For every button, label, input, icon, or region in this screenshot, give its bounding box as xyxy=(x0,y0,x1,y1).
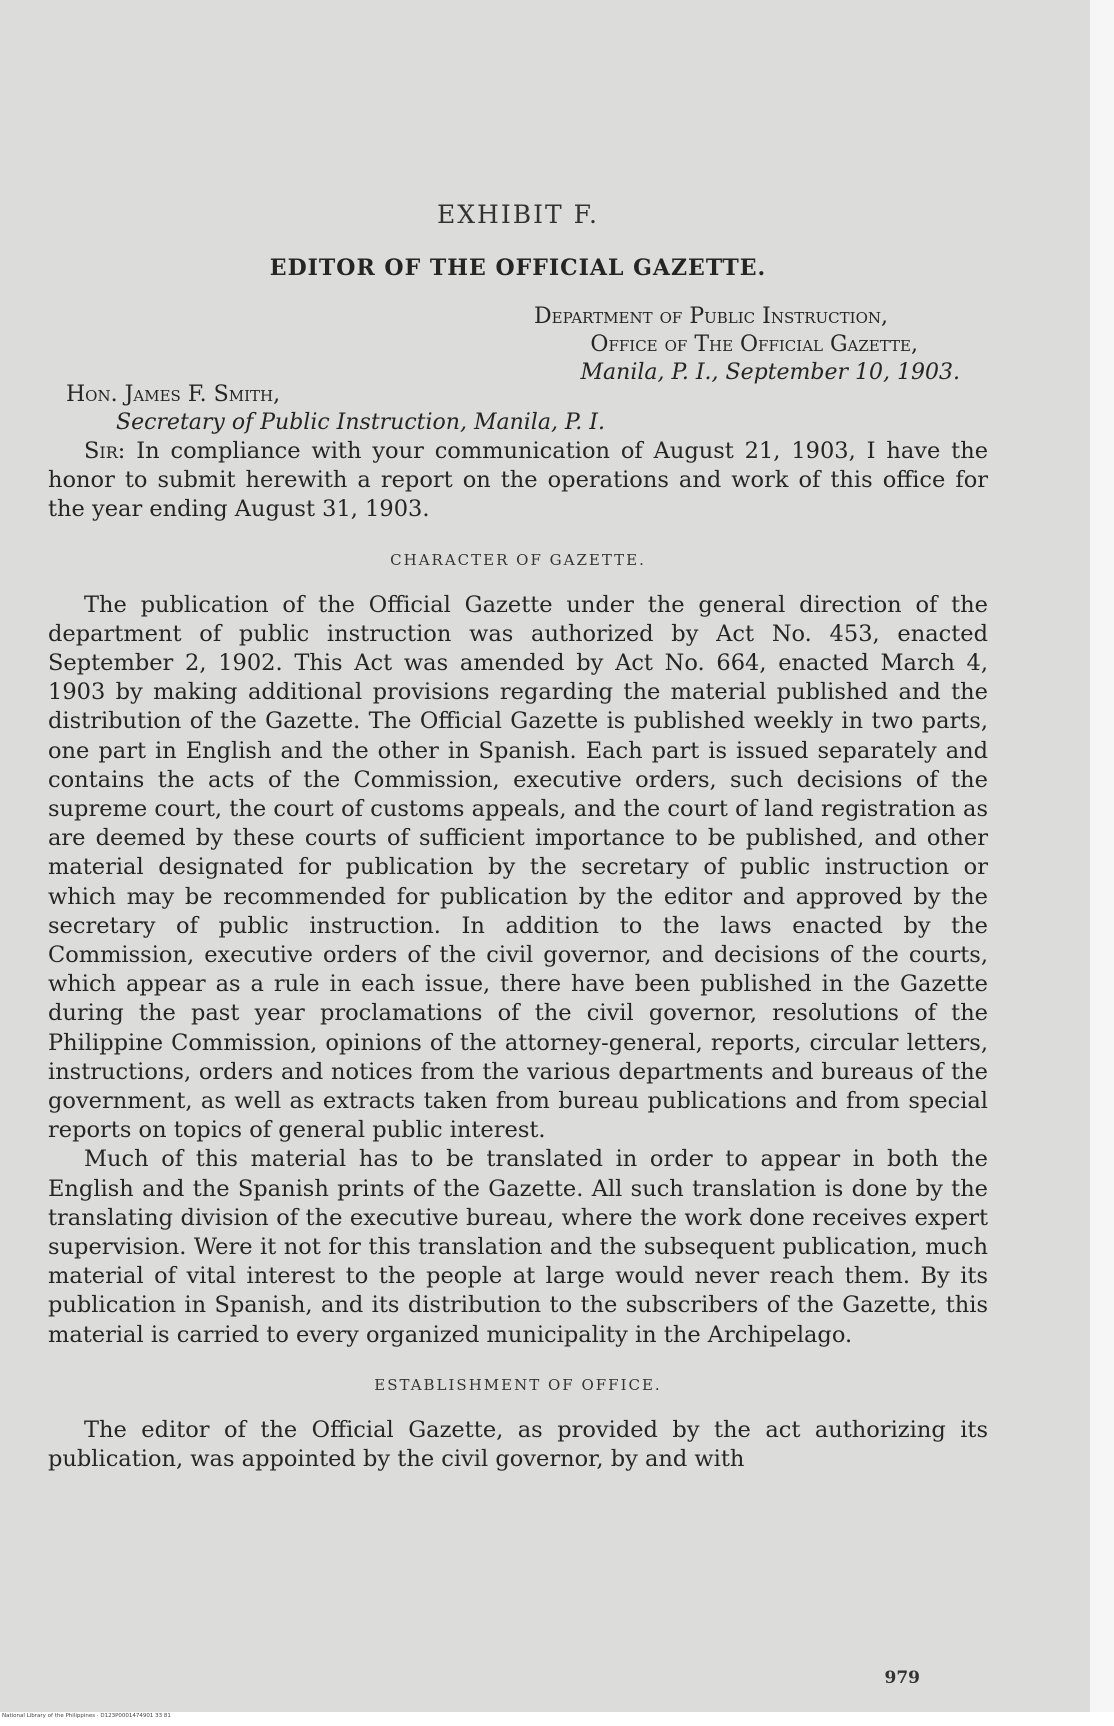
paragraph-character-1: The publication of the Official Gazette under the general direction of the department of public instruction was authorized by Act No. 453, enacted September 2, 1902. This Act was amended by Act No. 664, enacted March 4, 1903 by making additional provisions regarding the material published and the distribution of the Gazette. The Official Gazette is published weekly in two parts, one part in English and the other in Spanish. Each part is issued separately and contains the acts of the Commission, executive orders, such decisions of the supreme court, the court of customs appeals, and the court of land registration as are deemed by these courts of sufficient importance to be published, and other material designated for publication by the secretary of public instruction or which may be recommended for publication by the editor and approved by the secretary of public instruction. In addition to the laws enacted by the Commission, executive orders of the civil governor, and decisions of the courts, which appear as a rule in each issue, there have been published in the Gazette during the past year proclamations of the civil governor, resolutions of the Philippine Commission, opinions of the attorney-general, reports, circular letters, instructions, orders and notices from the various departments and bureaus of the government, as well as extracts taken from bureau publications and from special reports on topics of general public interest. xyxy=(48,591,988,1144)
exhibit-title: EXHIBIT F. xyxy=(437,200,599,229)
document-text xyxy=(48,200,988,1474)
salutation: Sir: xyxy=(84,438,126,464)
paragraph-character-2: Much of this material has to be translated in order to appear in both the English and the Spanish prints of the Gazette. All such translation is done by the translating division of the executive bureau, where the work done receives expert supervision. Were it not for this translation and the subsequent publication, much material of vital interest to the people at large would never reach them. By its publication in Spanish, and its distribution to the subscribers of the Gazette, this material is carried to every organized municipality in the Archipelago. xyxy=(48,1146,988,1348)
scan-edge xyxy=(1090,0,1114,1726)
section-heading-establishment: ESTABLISHMENT OF OFFICE. xyxy=(374,1375,662,1394)
letterhead xyxy=(48,303,988,387)
paragraph-establishment-1: The editor of the Official Gazette, as provided by the act authorizing its publication, was appointed by the civil governor, by and with xyxy=(48,1416,988,1473)
section-heading-character: CHARACTER OF GAZETTE. xyxy=(390,550,646,569)
addressee-name: Hon. James F. Smith, xyxy=(66,382,281,407)
page-number: 979 xyxy=(884,1668,920,1688)
scan-footer: National Library of the Philippines · D123P0001474901 33 81 xyxy=(2,1713,171,1719)
letterhead-department: Department of Public Instruction, xyxy=(534,304,888,329)
report-heading: EDITOR OF THE OFFICIAL GAZETTE. xyxy=(269,255,767,281)
letterhead-office: Office of The Official Gazette, xyxy=(590,332,918,357)
intro-paragraph xyxy=(48,437,988,525)
intro-text: In compliance with your communication of August 21, 1903, I have the honor to submit herewith a report on the operations and work of this office for the year ending August 31, 1903. xyxy=(48,438,989,523)
letterhead-date: Manila, P. I., September 10, 1903. xyxy=(580,360,960,385)
addressee-title: Secretary of Public Instruction, Manila, P. I. xyxy=(116,410,605,435)
